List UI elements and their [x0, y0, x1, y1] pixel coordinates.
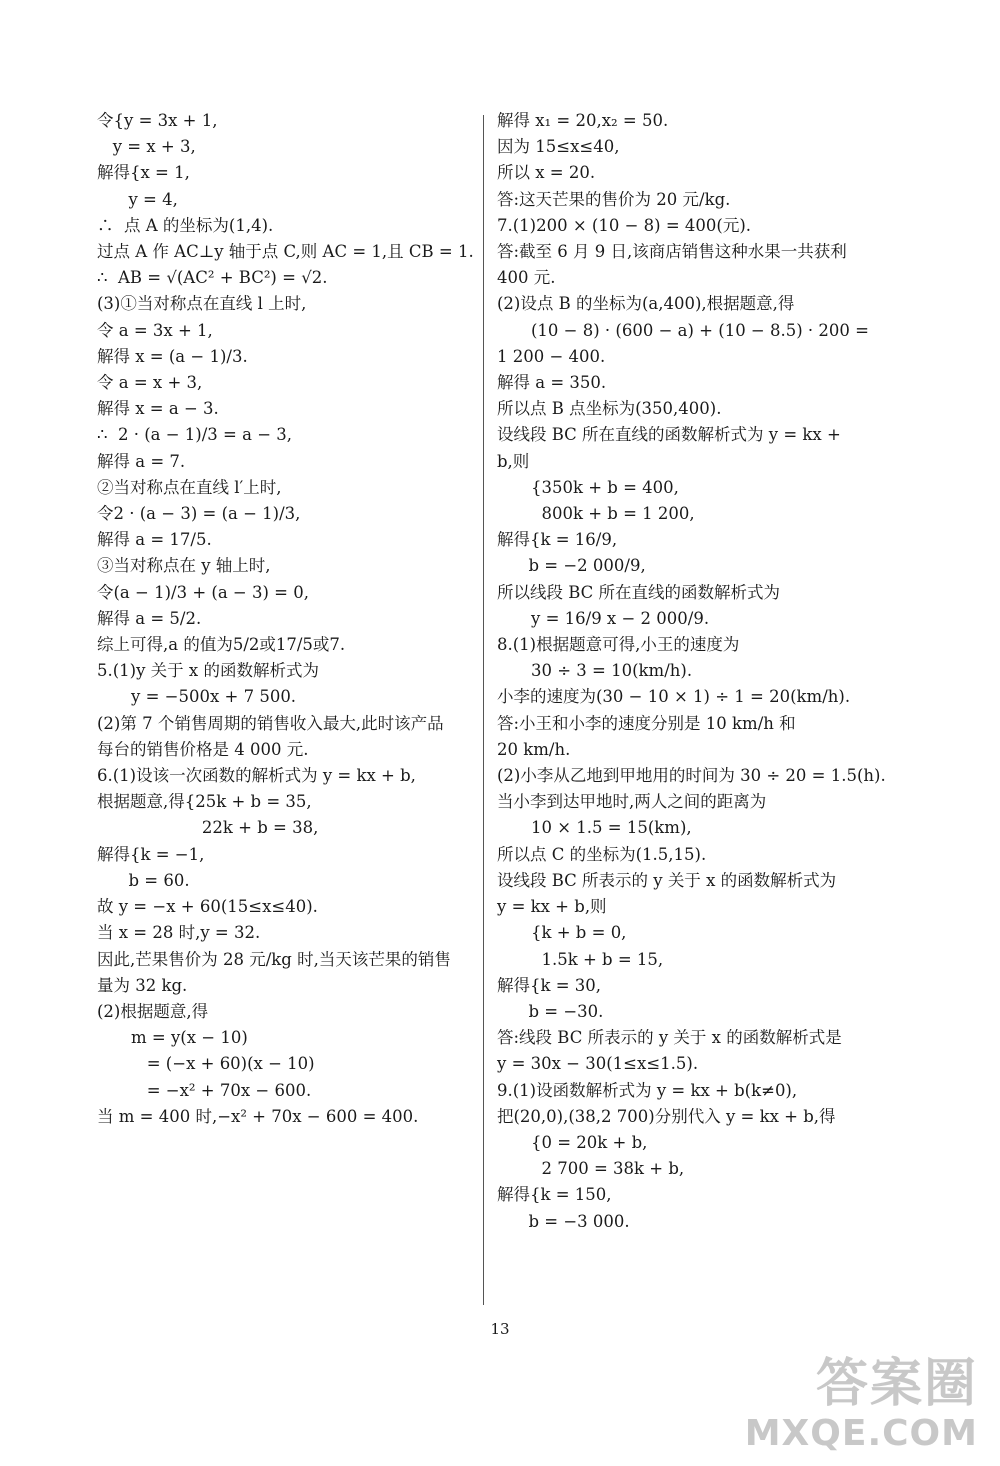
- text-line: (2)根据题意,得: [97, 1001, 209, 1021]
- text-line: 400 元.: [497, 268, 556, 288]
- text-line: 过点 A 作 AC⊥y 轴于点 C,则 AC = 1,且 CB = 1.: [97, 242, 474, 262]
- text-line: 所以 x = 20.: [497, 163, 596, 183]
- text-line: 解得 x₁ = 20,x₂ = 50.: [497, 111, 669, 130]
- watermark: [745, 1354, 978, 1454]
- text-line: 因为 15≤x≤40,: [497, 137, 620, 157]
- text-line: y = x + 3,: [97, 137, 196, 157]
- text-line: m = y(x − 10): [131, 1028, 248, 1048]
- text-line: {k + b = 0,: [531, 923, 627, 943]
- text-line: y = 16/9 x − 2 000/9.: [531, 608, 710, 628]
- text-line: 解得 a = 5/2.: [97, 608, 202, 628]
- left-column: [97, 108, 474, 1130]
- text-line: 22k + b = 38,: [97, 818, 319, 838]
- text-line: 7.(1)200 × (10 − 8) = 400(元).: [497, 215, 752, 235]
- text-line: 解得{k = 30,: [497, 975, 602, 995]
- text-line: (3)①当对称点在直线 l 上时,: [97, 294, 307, 314]
- text-line: 解得 a = 350.: [497, 373, 607, 393]
- text-line: 解得{k = 150,: [497, 1185, 612, 1205]
- text-line: 当小李到达甲地时,两人之间的距离为: [497, 792, 767, 812]
- text-line: 所以线段 BC 所在直线的函数解析式为: [497, 582, 781, 602]
- text-line: 答:线段 BC 所表示的 y 关于 x 的函数解析式是: [497, 1028, 842, 1048]
- text-line: ∴ 点 A 的坐标为(1,4).: [97, 215, 274, 235]
- text-line: {350k + b = 400,: [531, 477, 679, 497]
- text-line: 令2 · (a − 3) = (a − 1)/3,: [97, 504, 301, 524]
- text-line: 令{y = 3x + 1,: [97, 111, 218, 130]
- text-line: b = 60.: [97, 870, 190, 890]
- text-line: 当 x = 28 时,y = 32.: [97, 923, 261, 943]
- text-line: 设线段 BC 所表示的 y 关于 x 的函数解析式为: [497, 870, 837, 890]
- text-line: 令 a = 3x + 1,: [97, 320, 213, 340]
- text-line: 解得 x = (a − 1)/3.: [97, 346, 248, 366]
- text-line: 根据题意,得{25k + b = 35,: [97, 792, 312, 812]
- text-line: 解得 a = 7.: [97, 451, 186, 471]
- text-line: 8.(1)根据题意可得,小王的速度为: [497, 635, 740, 655]
- text-line: 答:截至 6 月 9 日,该商店销售这种水果一共获利: [497, 242, 847, 262]
- page-number: 13: [490, 1320, 510, 1338]
- text-line: 2 700 = 38k + b,: [531, 1159, 685, 1179]
- text-line: ∴ AB = √(AC² + BC²) = √2.: [97, 268, 328, 288]
- text-line: ②当对称点在直线 l′上时,: [97, 477, 282, 497]
- text-line: y = −500x + 7 500.: [131, 687, 297, 707]
- text-line: y = 30x − 30(1≤x≤1.5).: [497, 1054, 699, 1074]
- text-line: 当 m = 400 时,−x² + 70x − 600 = 400.: [97, 1106, 419, 1126]
- text-line: y = 4,: [97, 189, 178, 209]
- text-line: 量为 32 kg.: [97, 975, 188, 995]
- text-line: 综上可得,a 的值为5/2或17/5或7.: [97, 635, 346, 655]
- text-line: 所以点 C 的坐标为(1.5,15).: [497, 844, 707, 864]
- text-line: {0 = 20k + b,: [531, 1132, 648, 1152]
- column-divider: [483, 115, 484, 1305]
- text-line: 小李的速度为(30 − 10 × 1) ÷ 1 = 20(km/h).: [497, 687, 851, 707]
- text-line: 6.(1)设该一次函数的解析式为 y = kx + b,: [97, 766, 416, 786]
- text-line: (2)小李从乙地到甲地用的时间为 30 ÷ 20 = 1.5(h).: [497, 766, 886, 786]
- text-line: ③当对称点在 y 轴上时,: [97, 556, 271, 576]
- text-line: y = kx + b,则: [497, 897, 607, 917]
- text-line: 800k + b = 1 200,: [531, 504, 695, 524]
- text-line: 答:小王和小李的速度分别是 10 km/h 和: [497, 713, 796, 733]
- text-line: b,则: [497, 451, 530, 471]
- text-line: (2)第 7 个销售周期的销售收入最大,此时该产品: [97, 713, 444, 733]
- text-line: 因此,芒果售价为 28 元/kg 时,当天该芒果的销售: [97, 949, 451, 969]
- text-line: 10 × 1.5 = 15(km),: [531, 818, 692, 838]
- text-line: 5.(1)y 关于 x 的函数解析式为: [97, 661, 319, 681]
- text-line: 设线段 BC 所在直线的函数解析式为 y = kx +: [497, 425, 841, 445]
- text-line: 20 km/h.: [497, 739, 571, 759]
- text-line: b = −30.: [497, 1001, 604, 1021]
- watermark-url: MXQE.COM: [744, 1413, 978, 1454]
- text-line: 解得 a = 17/5.: [97, 530, 212, 550]
- text-line: = (−x + 60)(x − 10): [131, 1054, 315, 1074]
- text-line: b = −2 000/9,: [497, 556, 646, 576]
- text-line: 把(20,0),(38,2 700)分别代入 y = kx + b,得: [497, 1106, 836, 1126]
- text-line: 故 y = −x + 60(15≤x≤40).: [97, 897, 318, 917]
- text-line: 解得{x = 1,: [97, 163, 190, 183]
- text-line: 解得 x = a − 3.: [97, 399, 219, 419]
- text-line: 令(a − 1)/3 + (a − 3) = 0,: [97, 582, 309, 602]
- text-line: 解得{k = −1,: [97, 844, 205, 864]
- text-line: 30 ÷ 3 = 10(km/h).: [531, 661, 693, 681]
- watermark-logo: 答案圈: [815, 1354, 978, 1414]
- text-line: ∴ 2 · (a − 1)/3 = a − 3,: [97, 425, 293, 445]
- text-line: (10 − 8) · (600 − a) + (10 − 8.5) · 200 =: [531, 320, 869, 340]
- text-line: b = −3 000.: [497, 1211, 630, 1231]
- text-line: 令 a = x + 3,: [97, 373, 203, 393]
- right-column: [497, 108, 899, 1235]
- text-line: 9.(1)设函数解析式为 y = kx + b(k≠0),: [497, 1080, 798, 1100]
- text-line: = −x² + 70x − 600.: [131, 1080, 312, 1100]
- text-line: 1.5k + b = 15,: [531, 949, 664, 969]
- text-line: 答:这天芒果的售价为 20 元/kg.: [497, 189, 731, 209]
- text-line: 解得{k = 16/9,: [497, 530, 618, 550]
- text-line: (2)设点 B 的坐标为(a,400),根据题意,得: [497, 294, 795, 314]
- text-line: 每台的销售价格是 4 000 元.: [97, 739, 309, 759]
- text-line: 1 200 − 400.: [497, 346, 606, 366]
- text-line: 所以点 B 点坐标为(350,400).: [497, 399, 722, 419]
